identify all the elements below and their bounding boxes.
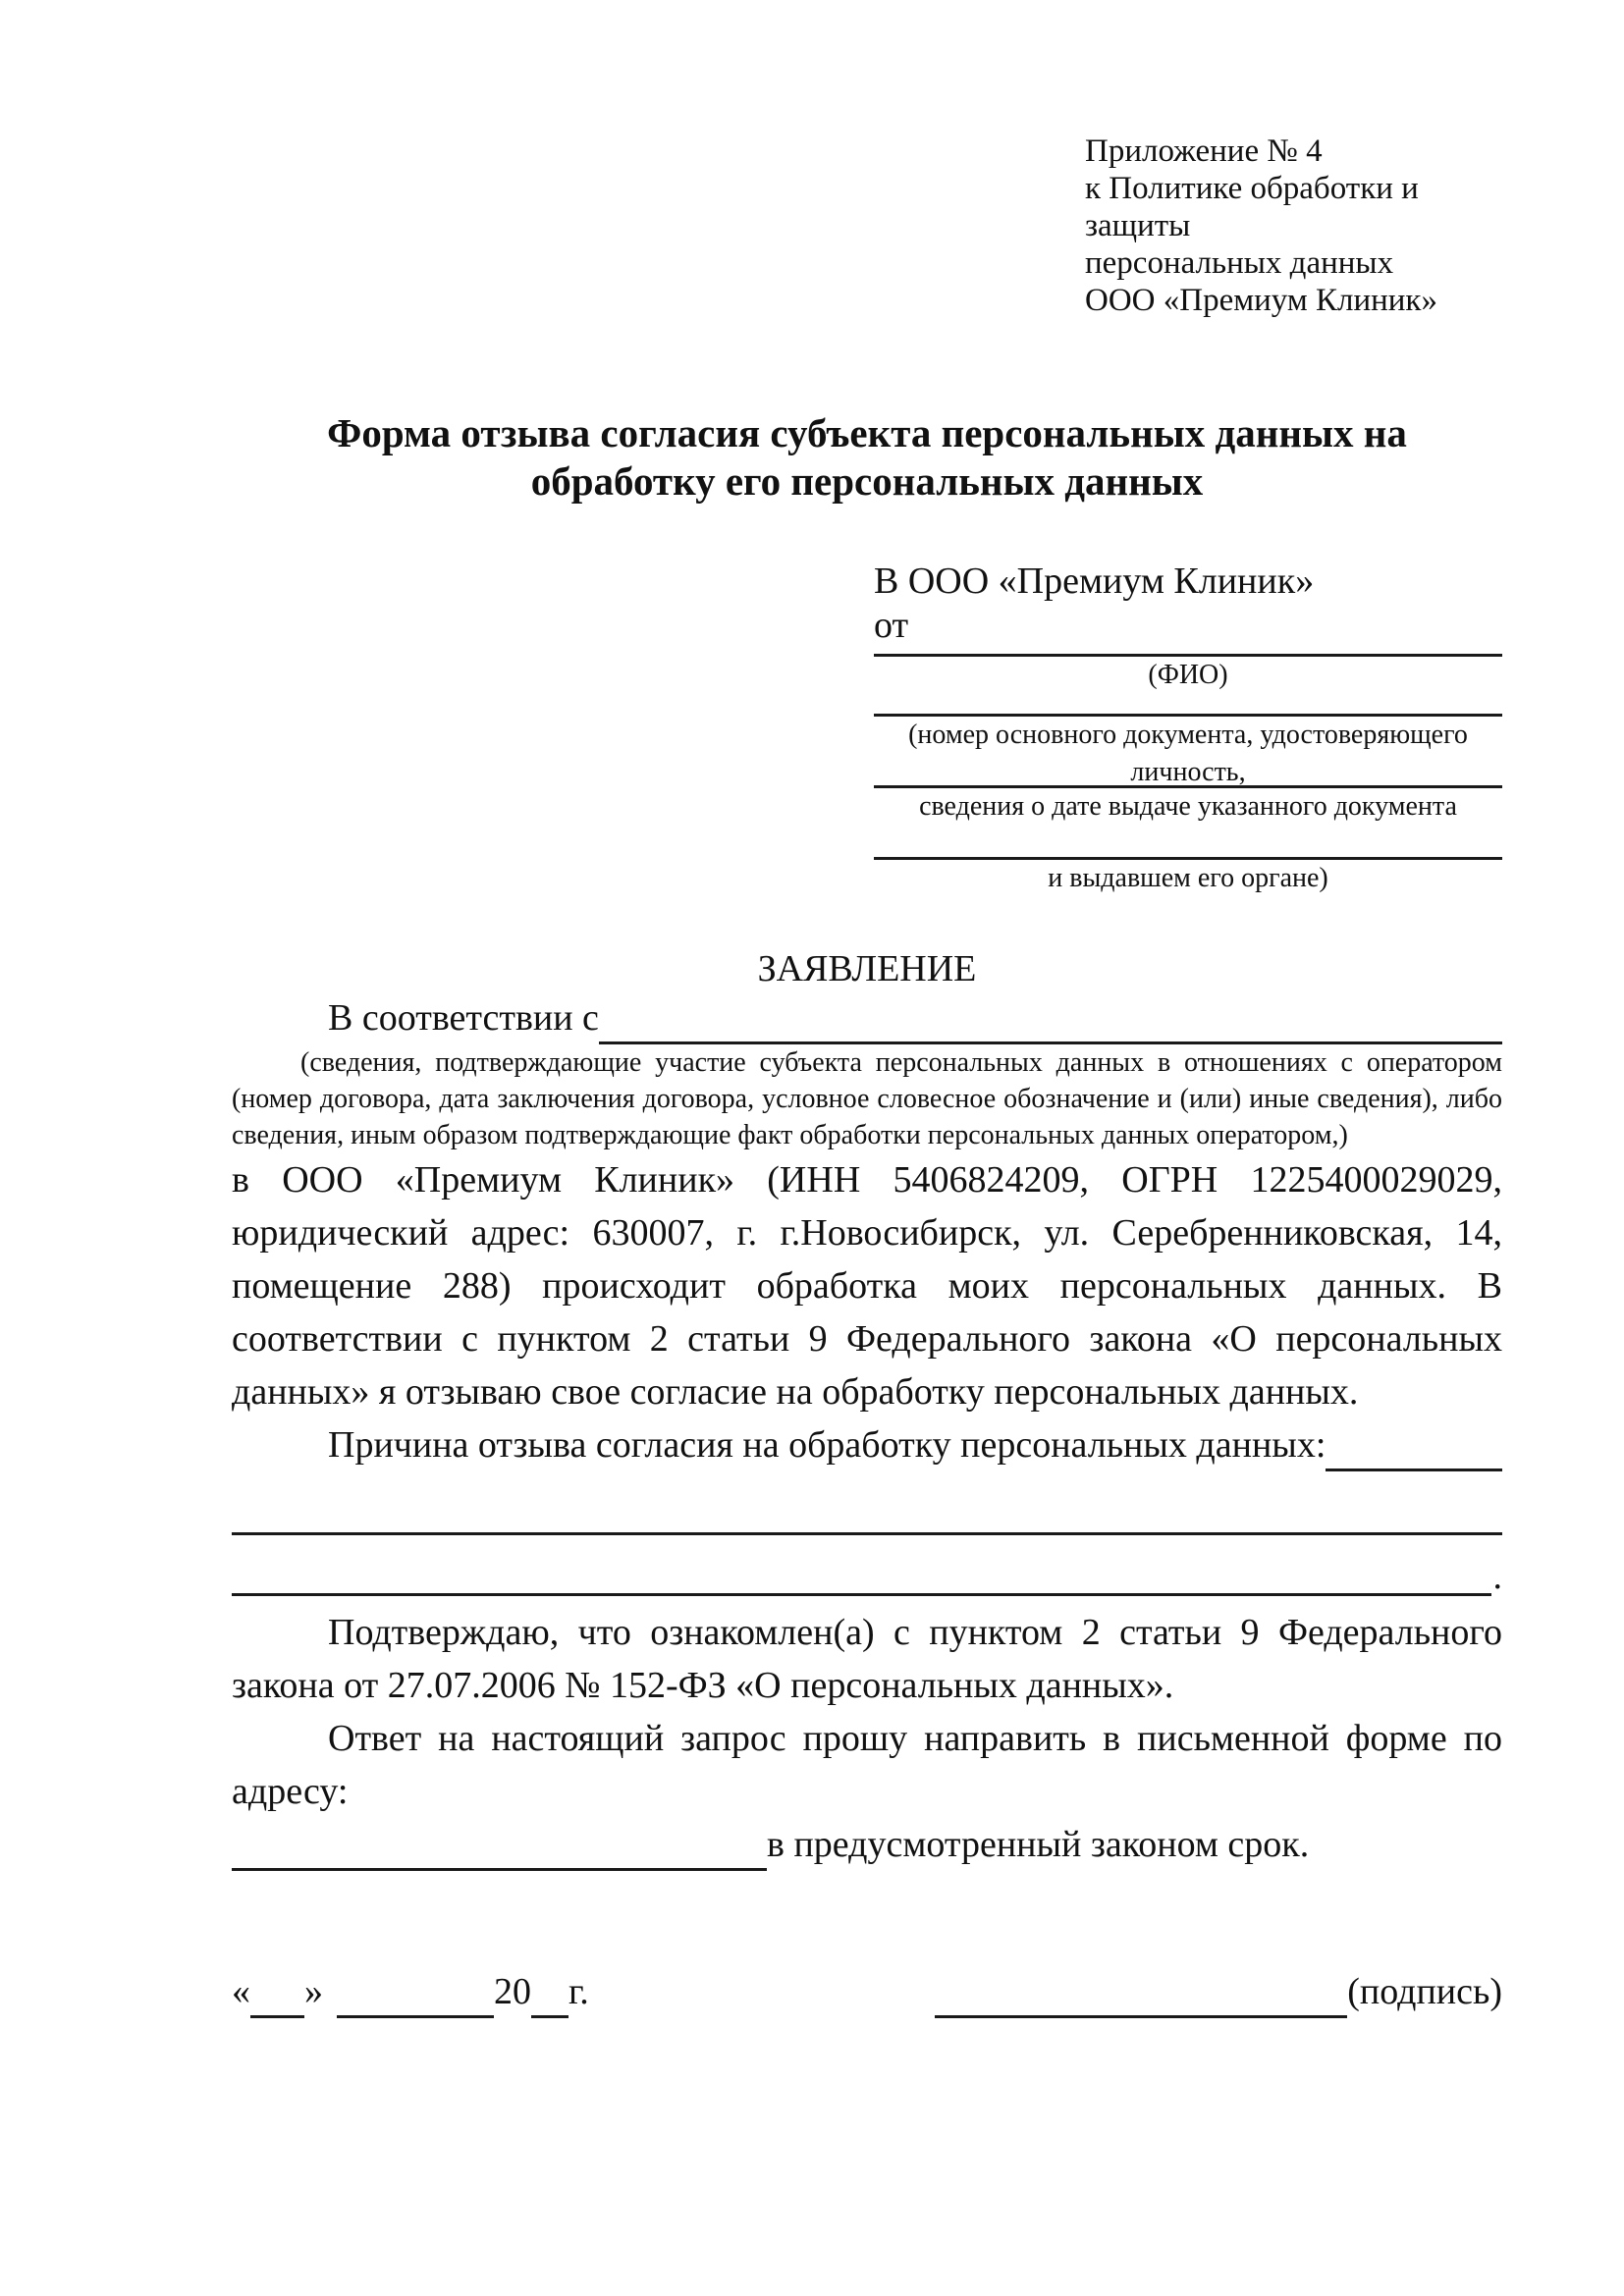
reply-tail-text: в предусмотренный законом срок. (767, 1824, 1310, 1865)
issuing-authority-caption: и выдавшем его органе) (1048, 863, 1328, 893)
day-fill-line[interactable] (250, 1976, 304, 2018)
reason-row (232, 1418, 1502, 1471)
close-quote: » (304, 1971, 323, 2012)
addressee-to: В ООО «Премиум Клиник» (874, 561, 1315, 602)
appendix-line: к Политике обработки и защиты (1085, 171, 1419, 243)
date-signature-row (232, 1965, 1502, 2018)
appendix-line: ООО «Премиум Клиник» (1085, 283, 1437, 318)
signature-caption: (подпись) (1347, 1971, 1502, 2012)
year-suffix: г. (568, 1971, 589, 2012)
appendix-line: Приложение № 4 (1085, 133, 1323, 169)
appendix-line: персональных данных (1085, 245, 1394, 281)
signature-fill-line[interactable] (935, 1976, 1347, 2018)
reason-blank-line-2-row (232, 1535, 1502, 1596)
document-number-caption: (номер основного документа, удостоверяющего личность, (908, 720, 1468, 787)
statement-heading: ЗАЯВЛЕНИЕ (757, 948, 977, 989)
document-title: Форма отзыва согласия субъекта персональных данных на обработку его персональных данных (327, 410, 1407, 504)
confirmation-paragraph: Подтверждаю, что ознакомлен(а) с пунктом 2 статьи 9 Федерального закона от 27.07.2006 № 152-ФЗ «О персональных данных». (232, 1612, 1502, 1706)
document-number-fill-line[interactable] (874, 694, 1502, 717)
fio-fill-line[interactable] (874, 648, 1502, 657)
signature-part (935, 1965, 1502, 2018)
open-quote: « (232, 1971, 250, 2012)
appendix-header (1085, 133, 1507, 319)
basis-lead-text: В соответствии с (328, 997, 599, 1039)
year-prefix: 20 (494, 1971, 531, 2012)
issuing-authority-fill-line[interactable] (874, 826, 1502, 860)
basis-fill-line[interactable] (599, 998, 1502, 1044)
basis-note: (сведения, подтверждающие участие субъекта персональных данных в отношениях с оператором (номер договора, дата заключения договора, условное словесное обозначение и (или) иные сведения), либо сведения, иным образом подтверждающие факт обработки персональных данных оператором,) (232, 1047, 1502, 1150)
addressee-block (874, 560, 1502, 897)
reply-request-line: Ответ на настоящий запрос прошу направить в письменной форме по адресу: (232, 1718, 1502, 1812)
issue-date-caption: сведения о дате выдаче указанного документа (919, 791, 1457, 822)
reason-fill-line[interactable] (1326, 1425, 1502, 1471)
reply-address-row (232, 1818, 1502, 1871)
reason-lead-text: Причина отзыва согласия на обработку персональных данных: (328, 1424, 1326, 1466)
basis-row (232, 993, 1502, 1044)
reason-blank-line-2[interactable] (232, 1532, 1491, 1596)
year-fill-line[interactable] (531, 1976, 568, 2018)
reply-address-fill-line[interactable] (232, 1825, 767, 1871)
body-paragraph: в ООО «Премиум Клиник» (ИНН 5406824209, ОГРН 1225400029029, юридический адрес: 630007, г. г.Новосибирск, ул. Серебренниковская, 14, помещение 288) происходит обработка моих персональных данных. В соответствии с пунктом 2 статьи 9 Федерального закона «О персональных данных» я отзываю свое согласие на обработку персональных данных. (232, 1159, 1502, 1413)
document-content (232, 133, 1502, 2018)
date-part (232, 1965, 589, 2018)
addressee-from: от (874, 605, 909, 646)
fio-caption: (ФИО) (1148, 660, 1228, 690)
month-fill-line[interactable] (337, 1976, 494, 2018)
blank-line-terminator: . (1492, 1556, 1502, 1597)
reason-blank-line-1[interactable] (232, 1471, 1502, 1535)
